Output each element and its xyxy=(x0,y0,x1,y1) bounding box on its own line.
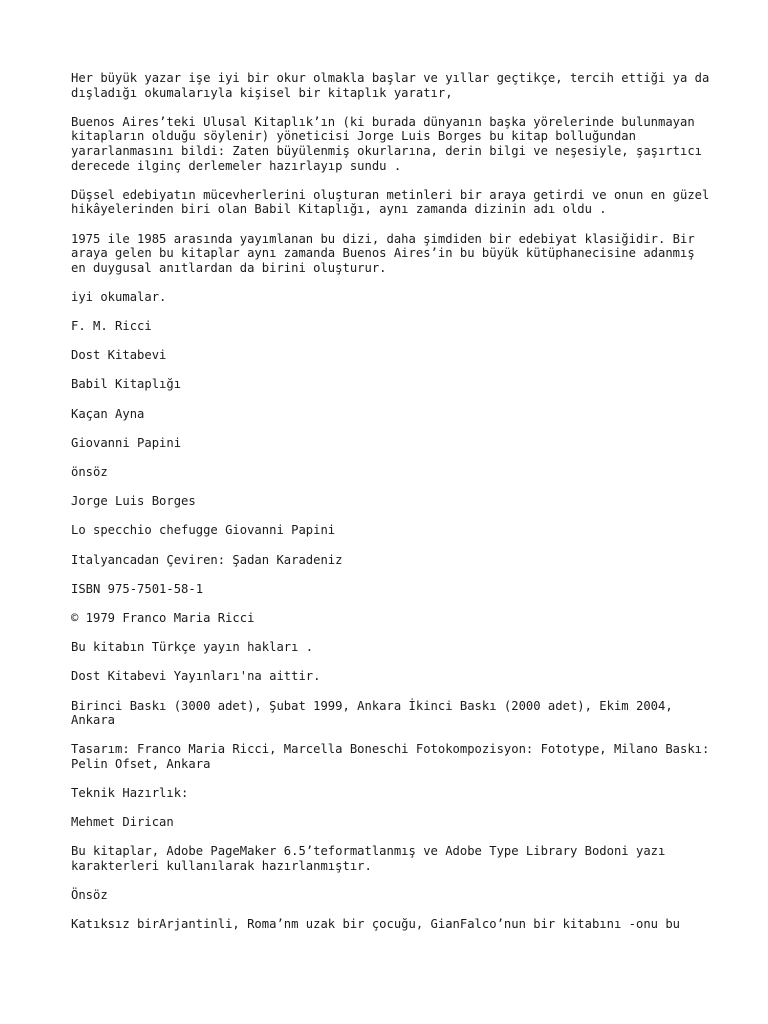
rights-line: Bu kitabın Türkçe yayın hakları . xyxy=(71,640,314,655)
paragraph-intro: Her büyük yazar işe iyi bir okur olmakla başlar ve yıllar geçtikçe, tercih ettiği ya da dışladığı okumalarıyla kişisel bir kitaplık yaratır, xyxy=(71,71,710,100)
paragraph-borges-library: Buenos Aires’teki Ulusal Kitaplık’ın (ki burada dünyanın başka yörelerinde bulunmayan kitapların olduğu söylenir) yöneticisi Jorge Luis Borges bu kitap bolluğundan yararlanmasını bildi: Zaten büyülenmiş okurlarına, derin bilgi ve neşesiyle, şaşırtıcı derecede ilginç derlemeler hazırlayıp sundu . xyxy=(71,114,703,173)
design-credits: Tasarım: Franco Maria Ricci, Marcella Boneschi Fotokompozisyon: Fototype, Milano Baskı: Pelin Ofset, Ankara xyxy=(71,742,710,771)
paragraph-closing: iyi okumalar. xyxy=(71,289,167,304)
foreword-heading: Önsöz xyxy=(71,888,108,903)
typesetting-note: Bu kitaplar, Adobe PageMaker 6.5’teformatlanmış ve Adobe Type Library Bodoni yazı karakterleri kullanılarak hazırlanmıştır. xyxy=(71,844,666,874)
publisher-name: Dost Kitabevi xyxy=(71,348,167,363)
translator-line: Italyancadan Çeviren: Şadan Karadeniz xyxy=(71,552,343,567)
foreword-label: önsöz xyxy=(71,465,108,480)
rights-owner-line: Dost Kitabevi Yayınları'na aittir. xyxy=(71,669,321,684)
original-title: Lo specchio chefugge Giovanni Papini xyxy=(71,523,336,538)
document-page xyxy=(71,71,711,947)
paragraph-babel-series: Düşsel edebiyatın mücevherlerini oluşturan metinleri bir araya getirdi ve onun en güzel hikâyelerinden biri olan Babil Kitaplığı, aynı zamanda dizinin adı oldu . xyxy=(71,187,710,217)
isbn-line: ISBN 975-7501-58-1 xyxy=(71,581,204,596)
technical-prep-label: Teknik Hazırlık: xyxy=(71,786,189,801)
signature-line: F. M. Ricci xyxy=(71,319,152,334)
paragraph-series-classic: 1975 ile 1985 arasında yayımlanan bu dizi, daha şimdiden bir edebiyat klasiğidir. Bir araya gelen bu kitaplar aynı zamanda Buenos Aires’in bu büyük kütüphanecisine adanmış en duygusal anıtlardan da birini oluşturur. xyxy=(71,231,695,275)
foreword-author: Jorge Luis Borges xyxy=(71,494,196,509)
copyright-line: © 1979 Franco Maria Ricci xyxy=(71,610,255,625)
book-title: Kaçan Ayna xyxy=(71,406,145,421)
author-name: Giovanni Papini xyxy=(71,435,182,450)
technical-prep-name: Mehmet Dirican xyxy=(71,815,174,830)
foreword-first-line: Katıksız birArjantinli, Roma’nm uzak bir çocuğu, GianFalco’nun bir kitabını -onu bu xyxy=(71,917,681,932)
series-title: Babil Kitaplığı xyxy=(71,377,182,392)
edition-line: Birinci Baskı (3000 adet), Şubat 1999, Ankara İkinci Baskı (2000 adet), Ekim 2004, Ankara xyxy=(71,698,673,728)
